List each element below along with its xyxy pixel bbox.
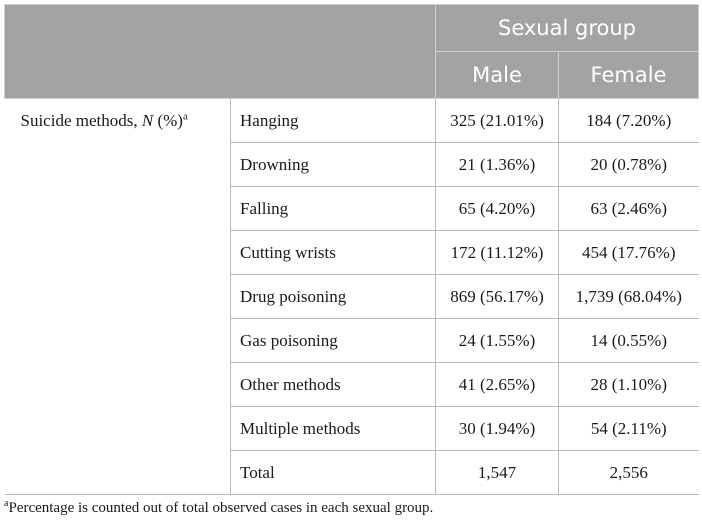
method-cell: Drug poisoning (231, 275, 436, 319)
female-cell: 63 (2.46%) (559, 187, 699, 231)
female-cell: 2,556 (559, 451, 699, 495)
male-cell: 65 (4.20%) (436, 187, 559, 231)
method-cell: Hanging (231, 99, 436, 143)
row-group-label (5, 99, 231, 495)
table-row (5, 99, 699, 143)
table-body (5, 99, 699, 495)
header-female: Female (559, 52, 699, 99)
male-cell: 325 (21.01%) (436, 99, 559, 143)
row-label-sup: a (182, 110, 188, 123)
method-cell: Gas poisoning (231, 319, 436, 363)
method-cell: Drowning (231, 143, 436, 187)
header-blank-cell (5, 5, 436, 99)
female-cell: 1,739 (68.04%) (559, 275, 699, 319)
method-cell: Other methods (231, 363, 436, 407)
female-cell: 14 (0.55%) (559, 319, 699, 363)
female-cell: 454 (17.76%) (559, 231, 699, 275)
male-cell: 172 (11.12%) (436, 231, 559, 275)
male-cell: 24 (1.55%) (436, 319, 559, 363)
method-cell: Falling (231, 187, 436, 231)
method-cell: Multiple methods (231, 407, 436, 451)
suicide-methods-table (4, 4, 699, 495)
male-cell: 30 (1.94%) (436, 407, 559, 451)
male-cell: 1,547 (436, 451, 559, 495)
female-cell: 28 (1.10%) (559, 363, 699, 407)
table-footnote (4, 500, 433, 517)
row-label-italic: N (141, 111, 154, 130)
footnote-sup: a (4, 498, 9, 509)
header-male: Male (436, 52, 559, 99)
male-cell: 41 (2.65%) (436, 363, 559, 407)
row-label-suffix: (%) (153, 111, 183, 130)
method-cell: Cutting wrists (231, 231, 436, 275)
female-cell: 20 (0.78%) (559, 143, 699, 187)
footnote-text: Percentage is counted out of total observed cases in each sexual group. (8, 500, 434, 516)
male-cell: 869 (56.17%) (436, 275, 559, 319)
table-header (5, 5, 699, 99)
method-cell: Total (231, 451, 436, 495)
female-cell: 184 (7.20%) (559, 99, 699, 143)
male-cell: 21 (1.36%) (436, 143, 559, 187)
header-group-label: Sexual group (436, 5, 699, 52)
row-label-text: Suicide methods, (20, 111, 142, 130)
female-cell: 54 (2.11%) (559, 407, 699, 451)
